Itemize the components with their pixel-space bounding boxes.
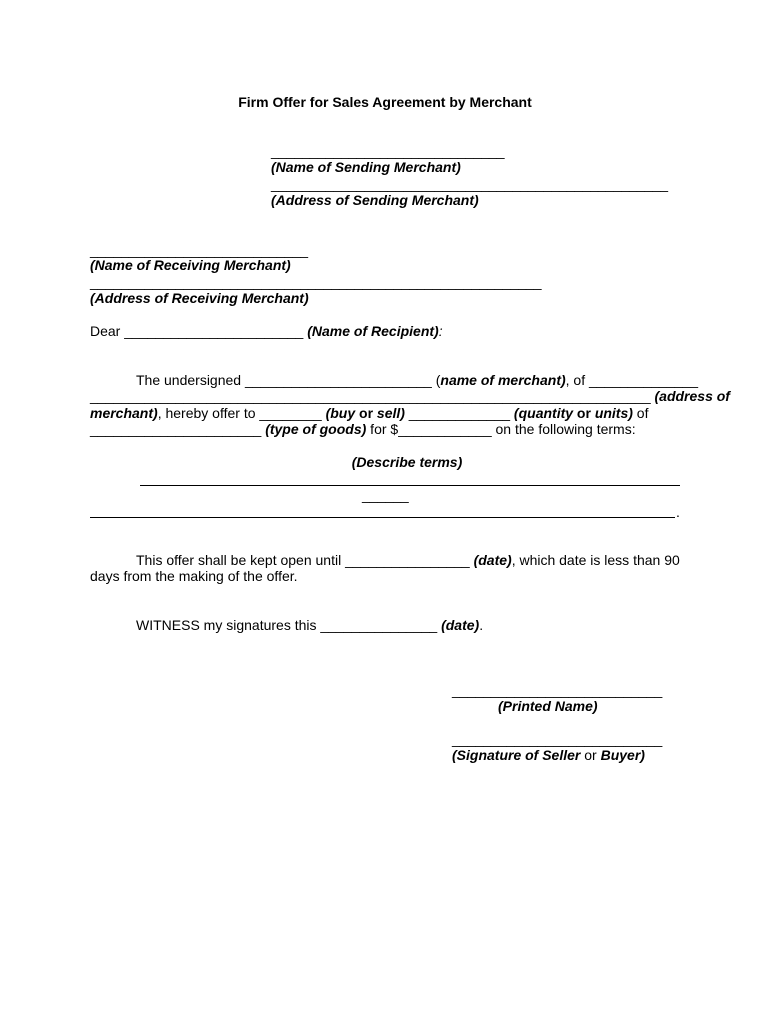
signature-seller-label: (Signature of Seller	[452, 747, 581, 763]
sender-name-label: (Name of Sending Merchant)	[271, 159, 461, 175]
signature-blank[interactable]: ___________________________	[452, 731, 663, 747]
merchant-name-label: name of merchant)	[440, 372, 566, 388]
quantity-label: (quantity	[513, 405, 574, 421]
quantity-blank[interactable]: _____________	[404, 405, 514, 421]
terms-end-period: .	[676, 504, 680, 520]
open-date-label: (date)	[473, 552, 512, 568]
salutation-colon: :	[438, 323, 443, 339]
sender-name-blank[interactable]: ______________________________	[271, 143, 505, 159]
kept-open-text[interactable]: This offer shall be kept open until ________________	[136, 552, 474, 568]
sender-address-blank[interactable]: ___________________________________________________	[271, 176, 669, 192]
offer-line-4	[90, 421, 636, 438]
printed-name-label: (Printed Name)	[498, 698, 598, 714]
receiver-address-label: (Address of Receiving Merchant)	[90, 290, 309, 306]
witness-date-label: (date)	[441, 617, 480, 633]
open-line-2: days from the making of the offer.	[90, 568, 298, 584]
sell-label: sell)	[376, 405, 405, 421]
signature-or-text: or	[580, 747, 601, 763]
witness-text[interactable]: WITNESS my signatures this _______________	[136, 617, 442, 633]
signature-buyer-label: Buyer)	[600, 747, 645, 763]
or-text-2: or	[573, 405, 595, 421]
terms-line-2[interactable]	[90, 517, 675, 518]
merchant-label-cont: merchant)	[90, 405, 158, 421]
offer-line-1	[136, 372, 698, 389]
salutation-dear: Dear	[90, 323, 121, 339]
recipient-label: (Name of Recipient)	[307, 323, 439, 339]
price-text[interactable]: for $____________ on the following terms:	[366, 421, 636, 437]
buy-label: (buy	[325, 405, 356, 421]
document-title: Firm Offer for Sales Agreement by Merchant	[238, 94, 532, 110]
goods-blank[interactable]: ______________________	[90, 421, 266, 437]
undersigned-text: The undersigned ________________________ (	[136, 372, 441, 388]
units-label: units)	[594, 405, 633, 421]
address-blank[interactable]: ________________________________________________________________________	[90, 388, 651, 404]
of-text: of	[632, 405, 649, 421]
receiver-address-blank[interactable]: __________________________________________________________	[90, 274, 542, 290]
days-text: , which date is less than 90	[511, 552, 680, 568]
terms-line-1[interactable]	[140, 485, 680, 486]
offer-line-2	[90, 388, 730, 405]
witness-period: .	[479, 617, 484, 633]
of-blank[interactable]: , of ______________	[565, 372, 698, 388]
printed-name-blank[interactable]: ___________________________	[452, 682, 663, 698]
open-line-1	[136, 552, 680, 569]
describe-terms-label: (Describe terms)	[351, 454, 463, 470]
offer-line-3	[90, 405, 649, 422]
goods-label: (type of goods)	[265, 421, 367, 437]
terms-blank-short[interactable]: ______	[362, 487, 409, 503]
recipient-blank[interactable]: _______________________	[124, 323, 304, 339]
or-text: or	[355, 405, 377, 421]
sender-address-label: (Address of Sending Merchant)	[271, 192, 479, 208]
signature-label-line	[452, 747, 645, 764]
witness-line	[136, 617, 483, 634]
receiver-name-blank[interactable]: ____________________________	[90, 242, 309, 258]
address-of-label: (address of	[654, 388, 730, 404]
receiver-name-label: (Name of Receiving Merchant)	[90, 257, 291, 273]
salutation-line	[90, 323, 443, 340]
offer-to-text[interactable]: , hereby offer to ________	[157, 405, 326, 421]
